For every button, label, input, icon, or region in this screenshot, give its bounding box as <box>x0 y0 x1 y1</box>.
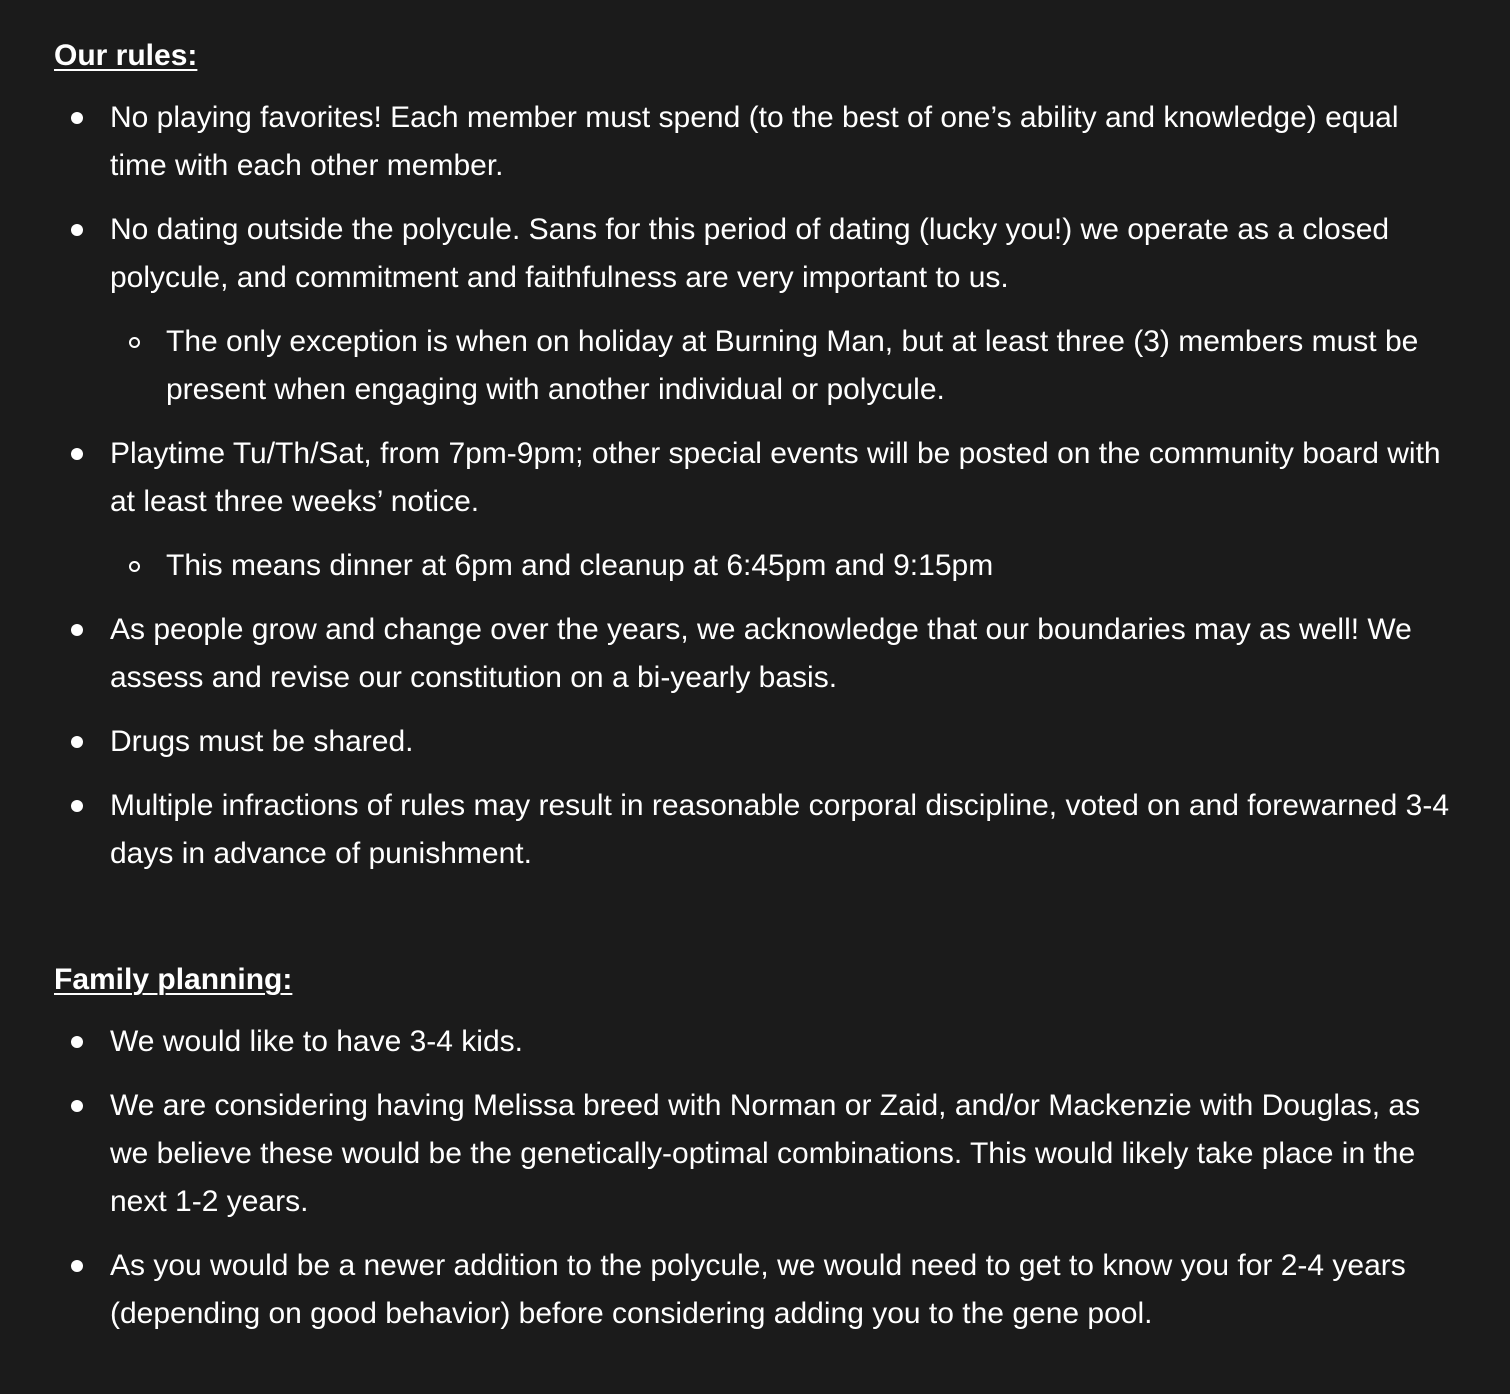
list-item <box>54 1242 1450 1338</box>
list-item <box>54 1082 1450 1226</box>
list-item <box>54 718 1450 766</box>
list-item-text: No dating outside the polycule. Sans for this period of dating (lucky you!) we operate as a closed polycule, and commitment and faithfulness are very important to us. <box>110 213 1390 294</box>
list-item-text: As people grow and change over the years, we acknowledge that our boundaries may as well! We assess and revise our constitution on a bi-yearly basis. <box>110 613 1412 694</box>
sub-list <box>110 318 1450 414</box>
section-heading-our-rules: Our rules: <box>54 39 198 72</box>
list-item-text: Drugs must be shared. <box>110 725 414 758</box>
bullet-icon <box>71 1036 83 1048</box>
list-item <box>54 206 1450 414</box>
sub-list-item <box>110 318 1450 414</box>
list-item-text: No playing favorites! Each member must spend (to the best of one’s ability and knowledge) equal time with each other member. <box>110 101 1399 182</box>
sub-list <box>110 542 1450 590</box>
section-heading-family-planning: Family planning: <box>54 963 293 996</box>
sub-list-item <box>110 542 1450 590</box>
list-item-text: We would like to have 3-4 kids. <box>110 1025 523 1058</box>
list-item <box>54 430 1450 590</box>
bullet-icon <box>71 112 83 124</box>
list-item-text: Multiple infractions of rules may result in reasonable corporal discipline, voted on and forewarned 3-4 days in advance of punishment. <box>110 789 1450 870</box>
sub-list-item-text: The only exception is when on holiday at Burning Man, but at least three (3) members must be present when engaging with another individual or polycule. <box>166 325 1419 406</box>
family-planning-list <box>54 1018 1450 1338</box>
list-item <box>54 94 1450 190</box>
list-item <box>54 782 1450 878</box>
bullet-icon <box>71 800 83 812</box>
rules-list <box>54 94 1450 878</box>
hollow-bullet-icon <box>129 561 140 572</box>
list-item <box>54 606 1450 702</box>
list-item-text: We are considering having Melissa breed with Norman or Zaid, and/or Mackenzie with Douglas, as we believe these would be the genetically-optimal combinations. This would likely take place in the next 1-2 years. <box>110 1089 1421 1218</box>
bullet-icon <box>71 448 83 460</box>
section-spacer <box>54 894 1450 958</box>
bullet-icon <box>71 1100 83 1112</box>
bullet-icon <box>71 736 83 748</box>
bullet-icon <box>71 1260 83 1272</box>
sub-list-item-text: This means dinner at 6pm and cleanup at 6:45pm and 9:15pm <box>166 549 994 582</box>
hollow-bullet-icon <box>129 337 140 348</box>
bullet-icon <box>71 624 83 636</box>
list-item-text: Playtime Tu/Th/Sat, from 7pm-9pm; other special events will be posted on the community board with at least three weeks’ notice. <box>110 437 1441 518</box>
bullet-icon <box>71 224 83 236</box>
list-item-text: As you would be a newer addition to the polycule, we would need to get to know you for 2-4 years (depending on good behavior) before considering adding you to the gene pool. <box>110 1249 1406 1330</box>
list-item <box>54 1018 1450 1066</box>
